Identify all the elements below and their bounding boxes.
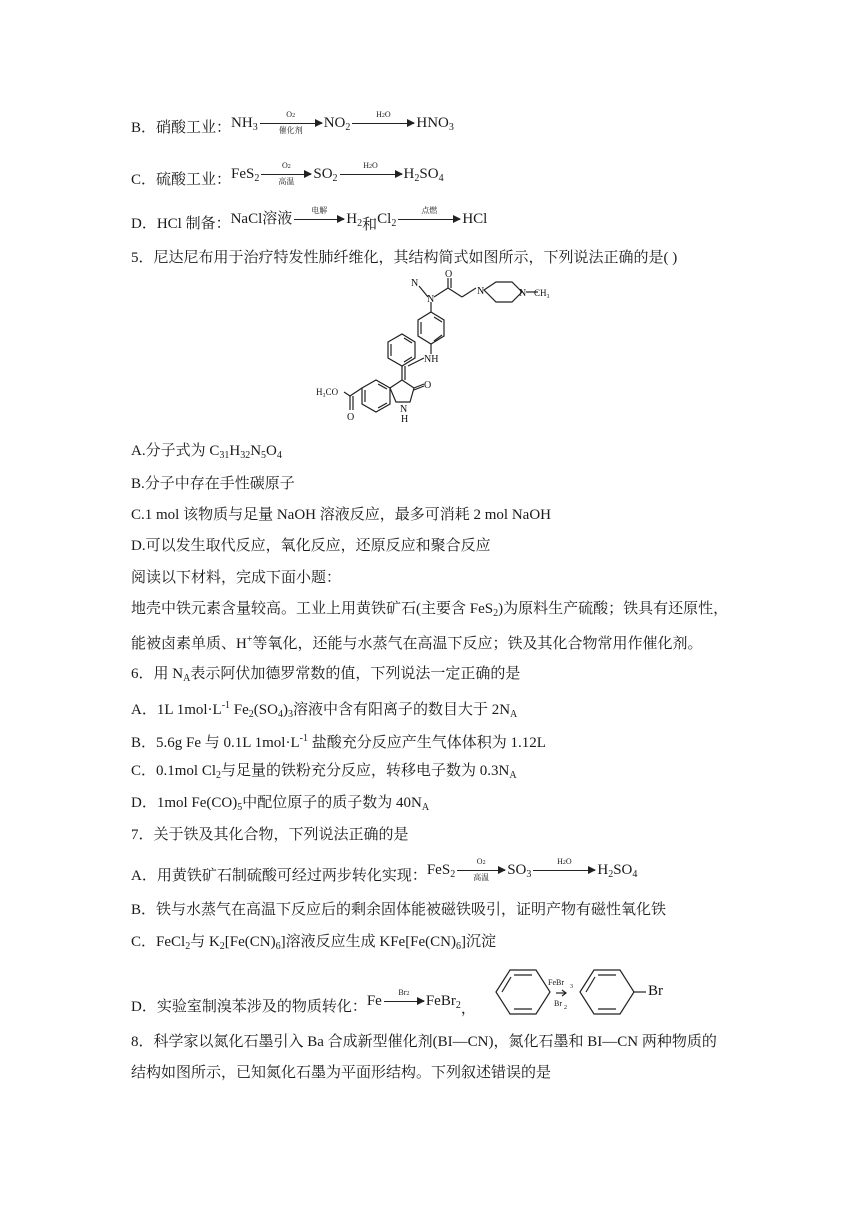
q6-stem: 6．用 $N_A$表示阿伏加德罗常数的值，下列说法一定正确的是	[131, 666, 521, 684]
formula-part: SO	[313, 166, 333, 182]
reaction-arrow: 点燃	[398, 219, 460, 220]
molecule-bonds	[344, 278, 538, 412]
conjunction: 和	[362, 217, 378, 233]
material-intro: 阅读以下材料，完成下面小题：	[131, 570, 342, 586]
subscript: 2	[345, 122, 351, 133]
q7-option-b: B．铁与水蒸气在高温下反应后的剩余固体能被磁铁吸引，证明产物有磁性氧化铁	[131, 902, 667, 918]
reaction-arrow: H2O	[340, 174, 402, 175]
q7-option-a: A．用黄铁矿石制硫酸可经过两步转化实现：FeS$_2$ O2 高温 $SO_3$ H2O $H_2SO_4$	[131, 857, 638, 884]
q5-option-b: B.分子中存在手性碳原子	[131, 476, 295, 492]
subscript: 2	[254, 173, 260, 184]
mol-h3co-label: H₃CO	[316, 387, 339, 397]
reagent-sub: 2	[564, 1005, 567, 1011]
reagent-label: Br	[554, 999, 562, 1008]
material-para-1: 地壳中铁元素含量较高。工业上用黄铁矿石(主要含 FeS$_2$)为原料生产硫酸；铁具有还原性，	[131, 601, 729, 619]
formula-part: NO	[323, 115, 346, 131]
mol-n-ring-label: N	[400, 404, 408, 415]
option-label: D．HCl 制备：	[131, 216, 231, 232]
q6-option-d: D．1mol $Fe(CO)_5$中配位原子的质子数为 $40N_A$	[131, 795, 430, 813]
q5-stem: 5．尼达尼布用于治疗特发性肺纤维化，其结构简式如图所示，下列说法正确的是( )	[131, 250, 678, 266]
reaction-arrow: Br2	[384, 1001, 424, 1002]
catalyst-label: FeBr	[548, 978, 564, 987]
formula-part: FeS	[231, 166, 255, 182]
formula-part: H	[346, 211, 358, 227]
mol-o-ester-label: O	[347, 412, 355, 423]
formula-part: H	[403, 166, 415, 182]
q8-line-2: 结构如图所示，已知氮化石墨为平面形结构。下列叙述错误的是	[131, 1065, 552, 1081]
subscript: 2	[332, 173, 338, 184]
q5-option-c: C.1 mol 该物质与足量 NaOH 溶液反应，最多可消耗 2 mol NaOH	[131, 507, 551, 523]
q8-line-1: 8．科学家以氮化石墨引入 Ba 合成新型催化剂(BI—CN)，氮化石墨和 BI—CN 两种物质的	[131, 1034, 717, 1050]
q4-option-b	[131, 110, 454, 143]
subscript: 2	[414, 173, 420, 184]
reaction-arrow: 电解	[294, 219, 344, 220]
reaction-arrow: O2 催化剂	[260, 123, 322, 124]
subscript: 2	[357, 218, 363, 229]
q5-option-d: D.可以发生取代反应，氧化反应，还原反应和聚合反应	[131, 538, 491, 554]
q7-option-c: C．FeCl$_2$与 $K_2[Fe(CN)_6]$溶液反应生成 $KFe[Fe(CN)_6]$沉淀	[131, 934, 497, 952]
mol-n-methyl-label: N	[411, 278, 419, 289]
q7-stem: 7．关于铁及其化合物，下列说法正确的是	[131, 827, 409, 843]
formula-part: HCl	[462, 211, 488, 227]
br-label: Br	[648, 983, 663, 999]
q6-option-a: A．1L $1mol\cdot L^{-1}$ $Fe_2(SO_4)_3$溶液中含有阳离子的数目大于 $2N_A$	[131, 700, 518, 720]
mol-ch3-label: CH₃	[534, 288, 550, 298]
mol-nh-label: NH	[424, 354, 439, 365]
reaction-arrow: O2 高温	[457, 870, 505, 871]
reaction-arrow: O2 高温	[261, 174, 311, 175]
mol-h-ring-label: H	[401, 414, 409, 425]
q6-option-c: C．0.1mol $Cl_2$与足量的铁粉充分反应，转移电子数为 $0.3N_A$	[131, 763, 517, 781]
formula-part: HNO	[416, 115, 449, 131]
q4-option-c	[131, 161, 444, 195]
q5-option-a: A.分子式为 $C_{31}H_{32}N_5O_4$	[131, 443, 282, 461]
molecule-labels	[316, 269, 550, 425]
q6-option-b: B．5.6g Fe 与 0.1L $1mol\cdot L^{-1}$ 盐酸充分反应产生气体体积为 1.12L	[131, 733, 546, 751]
benzene-ring	[496, 970, 550, 1014]
formula-part: NH	[231, 115, 253, 131]
catalyst-sub: 3	[570, 984, 573, 990]
reaction-arrow: H2O	[352, 123, 414, 124]
subscript: 3	[448, 122, 454, 133]
bromobenzene-ring	[580, 970, 634, 1014]
option-label: B．硝酸工业：	[131, 120, 232, 136]
formula-part: NaCl溶液	[230, 211, 293, 227]
subscript: 3	[252, 122, 258, 133]
q4-option-d	[131, 206, 488, 239]
mol-o-lactam-label: O	[424, 380, 432, 391]
mol-o-top-label: O	[445, 269, 453, 280]
formula-part: SO	[419, 166, 439, 182]
option-label: C．硫酸工业：	[131, 172, 232, 188]
formula-part: FeS	[426, 862, 451, 878]
benzene-bromination-scheme	[486, 962, 686, 1022]
mol-n-pip1-label: N	[477, 286, 485, 297]
reaction-arrow: H2O	[533, 870, 595, 871]
mol-n-amide-label: N	[427, 294, 435, 305]
mol-n-pip2-label: N	[519, 288, 527, 299]
subscript: 2	[391, 218, 397, 229]
subscript: 4	[438, 173, 444, 184]
q7-option-d: D．实验室制溴苯涉及的物质转化：Fe Br2 FeBr$_2$，	[131, 988, 476, 1017]
material-para-2: 能被卤素单质、H+等氧化，还能与水蒸气在高温下反应；铁及其化合物常用作催化剂。	[131, 634, 703, 652]
nintedanib-structure	[316, 269, 551, 432]
formula-part: Cl	[377, 211, 392, 227]
